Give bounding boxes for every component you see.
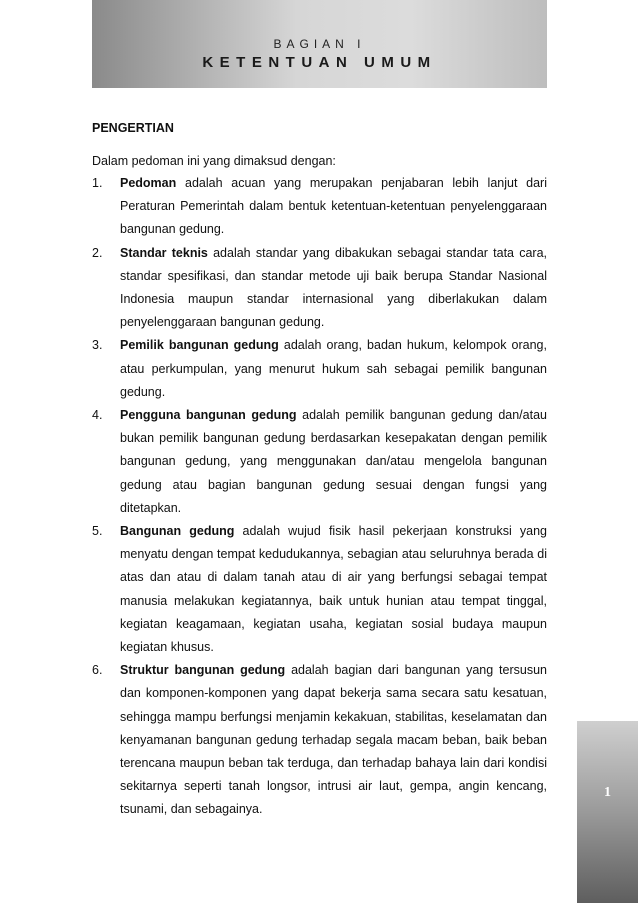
definition-text: adalah bagian dari bangunan yang tersusun dan komponen-komponen yang dapat bekerja sama secara satu kesatuan, sehingga mampu berfungsi menjamin kekakuan, stabilitas, keselamatan dan kenyamanan bangunan gedung terhadap segala macam beban, baik beban terencana maupun beban tak terduga, dan terhadap bahaya lain dari kondisi sekitarnya seperti tanah longsor, intrusi air laut, gempa, angin kencang, tsunami, dan sebagainya. — [120, 663, 547, 817]
definition-item — [92, 520, 547, 659]
definition-number: 6. — [92, 663, 103, 678]
definition-number: 4. — [92, 408, 103, 423]
definition-number: 3. — [92, 338, 103, 353]
definition-term: Pengguna bangunan gedung — [120, 408, 297, 423]
definition-body — [120, 172, 547, 242]
definition-text: adalah acuan yang merupakan penjabaran lebih lanjut dari Peraturan Pemerintah dalam bentuk ketentuan-ketentuan penyelenggaraan bangunan gedung. — [120, 176, 547, 237]
definition-text: adalah pemilik bangunan gedung dan/atau bukan pemilik bangunan gedung berdasarkan kesepakatan dengan pemilik bangunan gedung, yang menggunakan dan/atau mengelola bangunan gedung atau bagian bangunan gedung sesuai dengan fungsi yang ditetapkan. — [120, 408, 547, 515]
definition-item — [92, 172, 547, 242]
definition-body — [120, 659, 547, 821]
section-heading: PENGERTIAN — [92, 121, 174, 135]
definition-body — [120, 404, 547, 520]
chapter-title: KETENTUAN UMUM — [202, 54, 437, 71]
definition-term: Standar teknis — [120, 245, 208, 260]
definition-item — [92, 659, 547, 821]
chapter-label: BAGIAN I — [273, 37, 366, 51]
definition-term: Struktur bangunan gedung — [120, 663, 286, 678]
definition-body — [120, 334, 547, 404]
definition-term: Pemilik bangunan gedung — [120, 338, 279, 353]
page-side-tab — [577, 721, 638, 903]
definition-text: adalah wujud fisik hasil pekerjaan konstruksi yang menyatu dengan tempat kedudukannya, sebagian atau seluruhnya berada di atas dan atau di dalam tanah atau di air yang berfungsi sebagai tempat manusia melakukan kegiatannya, baik untuk hunian atau tempat tinggal, kegiatan keagamaan, kegiatan usaha, kegiatan sosial budaya maupun kegiatan khusus. — [120, 524, 547, 655]
definition-list — [92, 172, 547, 822]
intro-text: Dalam pedoman ini yang dimaksud dengan: — [92, 154, 336, 168]
page-number: 1 — [604, 785, 611, 800]
definition-body — [120, 242, 547, 335]
definition-item — [92, 242, 547, 335]
definition-term: Bangunan gedung — [120, 524, 235, 539]
definition-number: 5. — [92, 524, 103, 539]
definition-item — [92, 334, 547, 404]
definition-number: 2. — [92, 245, 103, 260]
definition-body — [120, 520, 547, 659]
definition-term: Pedoman — [120, 176, 177, 190]
definition-number: 1. — [92, 176, 103, 190]
definition-text: adalah standar yang dibakukan sebagai standar tata cara, standar spesifikasi, dan standar metode uji baik berupa Standar Nasional Indonesia maupun standar internasional yang diberlakukan dalam penyelenggaraan bangunan gedung. — [120, 245, 548, 330]
definition-item — [92, 404, 547, 520]
definition-text: adalah orang, badan hukum, kelompok orang, atau perkumpulan, yang menurut hukum sah sebagai pemilik bangunan gedung. — [120, 338, 547, 399]
